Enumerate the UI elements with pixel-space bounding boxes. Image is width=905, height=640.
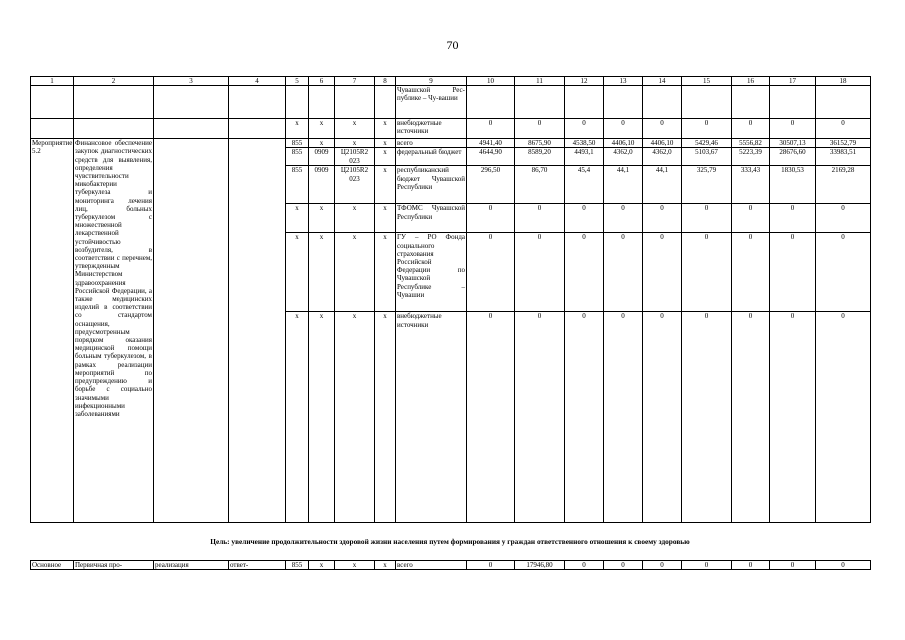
cell: 333,43 <box>732 166 770 204</box>
cell: 0 <box>770 204 816 233</box>
cell: x <box>375 139 396 148</box>
measure-name: Мероприятие 5.2 <box>31 139 74 523</box>
cell: x <box>375 166 396 204</box>
funding-source: внебюджетные источники <box>396 119 467 139</box>
funding-source: Чувашской Рес-публике – Чу-вашии <box>396 86 467 119</box>
funding-source: ГУ – РО Фонда социального страхования Российской Федерации по Чувашской Республике – Чувашии <box>396 233 467 312</box>
cell: 0 <box>467 204 515 233</box>
cell: 0 <box>467 119 515 139</box>
cell <box>604 86 643 119</box>
cell <box>229 119 286 139</box>
cell <box>515 86 565 119</box>
cell: 0 <box>604 204 643 233</box>
cell: 0 <box>770 561 816 570</box>
table-row <box>31 561 871 570</box>
cell: 4406,10 <box>604 139 643 148</box>
cell: 0 <box>732 204 770 233</box>
column-number: 1 <box>31 77 74 86</box>
cell: 4644,90 <box>467 148 515 166</box>
cell: x <box>335 204 375 233</box>
cell: 0 <box>515 204 565 233</box>
cell: Первичная про- <box>74 561 154 570</box>
cell: x <box>335 139 375 148</box>
funding-source: всего <box>396 561 467 570</box>
cell: 0 <box>770 312 816 523</box>
cell <box>154 139 229 523</box>
cell: Ц2105R2 023 <box>335 166 375 204</box>
cell: 0 <box>732 119 770 139</box>
cell: 5223,39 <box>732 148 770 166</box>
cell: x <box>286 119 309 139</box>
cell: 4406,10 <box>643 139 682 148</box>
cell: x <box>375 204 396 233</box>
cell <box>286 86 309 119</box>
cell: 0 <box>816 312 871 523</box>
cell: 0 <box>565 233 604 312</box>
table-row <box>31 86 871 119</box>
cell: 44,1 <box>604 166 643 204</box>
cell: 0 <box>565 204 604 233</box>
cell: 8589,20 <box>515 148 565 166</box>
cell: 45,4 <box>565 166 604 204</box>
cell: 0909 <box>309 148 335 166</box>
cell: 0 <box>732 561 770 570</box>
cell: 5556,82 <box>732 139 770 148</box>
cell: 33983,51 <box>816 148 871 166</box>
cell: 5103,67 <box>682 148 732 166</box>
column-number: 15 <box>682 77 732 86</box>
cell: 0 <box>643 312 682 523</box>
cell: 0 <box>816 204 871 233</box>
cell: 4493,1 <box>565 148 604 166</box>
cell: 30507,13 <box>770 139 816 148</box>
cell: 0 <box>565 312 604 523</box>
cell: Основное <box>31 561 74 570</box>
cell: 0 <box>604 233 643 312</box>
cell: x <box>309 119 335 139</box>
cell <box>565 86 604 119</box>
cell <box>31 86 74 119</box>
cell <box>31 119 74 139</box>
cell <box>467 86 515 119</box>
column-number: 14 <box>643 77 682 86</box>
cell: x <box>375 233 396 312</box>
cell: реализация <box>154 561 229 570</box>
cell: 0 <box>565 119 604 139</box>
cell: 0 <box>515 119 565 139</box>
column-number: 5 <box>286 77 309 86</box>
funding-source: всего <box>396 139 467 148</box>
cell: 855 <box>286 139 309 148</box>
column-number: 6 <box>309 77 335 86</box>
cell: 325,79 <box>682 166 732 204</box>
cell: 0 <box>643 233 682 312</box>
cell: 28676,60 <box>770 148 816 166</box>
cell: x <box>309 233 335 312</box>
cell: 1830,53 <box>770 166 816 204</box>
funding-source: федеральный бюджет <box>396 148 467 166</box>
goal-heading: Цель: увеличение продолжительности здоровой жизни населения путем формирования у граждан ответственного отношения к своему здоровью <box>210 537 690 546</box>
column-number-row <box>31 77 871 86</box>
cell: 4362,0 <box>604 148 643 166</box>
cell: 296,50 <box>467 166 515 204</box>
cell <box>770 86 816 119</box>
cell <box>154 86 229 119</box>
cell: ответ- <box>229 561 286 570</box>
table-row <box>31 119 871 139</box>
cell <box>74 86 154 119</box>
cell: 0 <box>467 312 515 523</box>
cell: 0 <box>682 561 732 570</box>
cell <box>335 86 375 119</box>
cell: 0 <box>604 119 643 139</box>
cell: 0 <box>565 561 604 570</box>
cell <box>732 86 770 119</box>
column-number: 10 <box>467 77 515 86</box>
cell <box>816 86 871 119</box>
funding-source: внебюджетные источники <box>396 312 467 523</box>
column-number: 12 <box>565 77 604 86</box>
cell <box>375 86 396 119</box>
cell: 0 <box>682 204 732 233</box>
cell <box>229 86 286 119</box>
cell: 0 <box>467 233 515 312</box>
cell: x <box>286 312 309 523</box>
column-number: 18 <box>816 77 871 86</box>
cell <box>309 86 335 119</box>
cell: 0 <box>816 233 871 312</box>
column-number: 16 <box>732 77 770 86</box>
cell: 0 <box>816 561 871 570</box>
cell: 0 <box>816 119 871 139</box>
table-row <box>31 139 871 148</box>
column-number: 3 <box>154 77 229 86</box>
column-number: 11 <box>515 77 565 86</box>
cell: 4941,40 <box>467 139 515 148</box>
cell <box>154 119 229 139</box>
measure-description: Финансовое обеспечение закупок диагностических средств для выявления, определения чувствительности микобактерии туберкулеза и мониторинга лечения лиц, больных туберкулезом с множественной лекарственной устойчивостью возбудителя, в соответствии с перечнем, утвержденным Министерством здравоохранения Российской Федерации, а также медицинских изделий в соответствии со стандартом оснащения, предусмотренным порядком оказания медицинской помощи больным туберкулезом, в рамках реализации мероприятий по предупреждению и борьбе с социально значимыми инфекционными заболеваниями <box>74 139 154 523</box>
cell: 5429,46 <box>682 139 732 148</box>
cell: 0 <box>515 312 565 523</box>
cell <box>74 119 154 139</box>
column-number: 2 <box>74 77 154 86</box>
column-number: 9 <box>396 77 467 86</box>
cell: x <box>335 312 375 523</box>
cell <box>682 86 732 119</box>
cell: x <box>375 119 396 139</box>
cell: x <box>375 561 396 570</box>
column-number: 8 <box>375 77 396 86</box>
cell: 0 <box>732 233 770 312</box>
column-number: 13 <box>604 77 643 86</box>
cell: x <box>309 312 335 523</box>
cell: x <box>309 139 335 148</box>
cell: 4538,50 <box>565 139 604 148</box>
cell: 17946,80 <box>515 561 565 570</box>
cell: 0 <box>604 561 643 570</box>
cell: 0 <box>770 119 816 139</box>
cell: 855 <box>286 148 309 166</box>
cell <box>229 139 286 523</box>
cell: 44,1 <box>643 166 682 204</box>
funding-source: ТФОМС Чувашской Республики <box>396 204 467 233</box>
cell: 0 <box>682 119 732 139</box>
program-table-continued <box>30 560 871 570</box>
page-number: 70 <box>446 38 459 52</box>
cell: 0 <box>643 561 682 570</box>
cell: x <box>375 312 396 523</box>
cell: x <box>309 561 335 570</box>
cell: x <box>286 204 309 233</box>
cell: 0 <box>643 204 682 233</box>
cell <box>643 86 682 119</box>
cell: 0 <box>604 312 643 523</box>
funding-source: республиканский бюджет Чувашской Республики <box>396 166 467 204</box>
cell: 0 <box>682 233 732 312</box>
cell: 0 <box>515 233 565 312</box>
cell: 0 <box>770 233 816 312</box>
cell: x <box>309 204 335 233</box>
cell: 855 <box>286 166 309 204</box>
column-number: 17 <box>770 77 816 86</box>
cell: 0 <box>643 119 682 139</box>
cell: x <box>375 148 396 166</box>
cell: 86,70 <box>515 166 565 204</box>
cell: 2169,28 <box>816 166 871 204</box>
cell: 855 <box>286 561 309 570</box>
cell: x <box>286 233 309 312</box>
cell: 0 <box>467 561 515 570</box>
cell: 0909 <box>309 166 335 204</box>
program-table <box>30 76 871 523</box>
column-number: 4 <box>229 77 286 86</box>
cell: 36152,79 <box>816 139 871 148</box>
cell: 0 <box>732 312 770 523</box>
cell: x <box>335 233 375 312</box>
cell: Ц2105R2 023 <box>335 148 375 166</box>
column-number: 7 <box>335 77 375 86</box>
cell: x <box>335 561 375 570</box>
cell: 0 <box>682 312 732 523</box>
cell: x <box>335 119 375 139</box>
cell: 8675,90 <box>515 139 565 148</box>
cell: 4362,0 <box>643 148 682 166</box>
